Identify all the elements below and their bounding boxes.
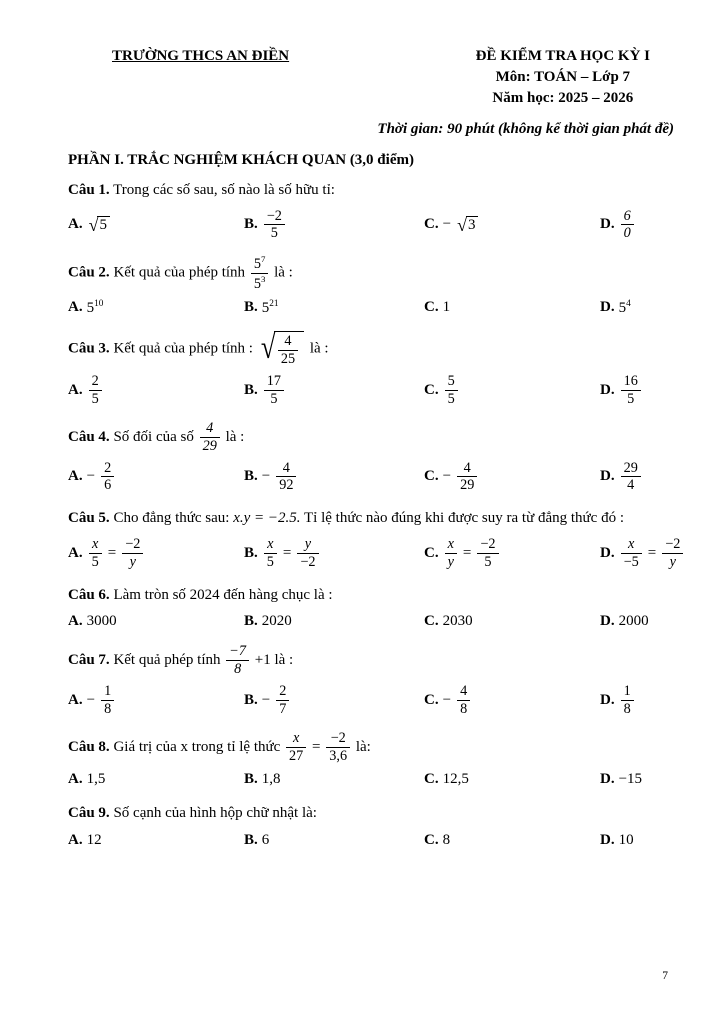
minus-sign: − — [86, 468, 96, 485]
option-label: B. — [244, 771, 258, 788]
fraction: $\frac{4}{29}$ — [457, 461, 477, 494]
option-c — [424, 216, 600, 234]
fraction: $\frac{4}{29}$ — [200, 421, 220, 454]
option-c — [424, 832, 600, 849]
question-text: Làm tròn số 2024 đến hàng chục là : — [113, 586, 333, 603]
fraction: $\frac{x}{y}$ — [445, 537, 457, 570]
fraction: $\frac{5}{5}$ — [445, 374, 458, 407]
question-8 — [68, 731, 674, 788]
equals-sign: = — [647, 544, 657, 561]
option-a — [68, 216, 244, 234]
option-a — [68, 537, 244, 570]
exam-header — [68, 46, 674, 109]
option-label: B. — [244, 831, 258, 848]
sqrt-sign: √ — [457, 214, 467, 235]
option-label: C. — [424, 299, 439, 316]
options-row — [68, 461, 674, 494]
minus-sign: − — [442, 468, 452, 485]
option-label: C. — [424, 831, 439, 848]
minus-sign: − — [442, 692, 452, 709]
fraction: $\frac{-7}{8}$ — [226, 644, 249, 677]
exam-duration: Thời gian: 90 phút (không kể thời gian phát đề) — [377, 121, 674, 137]
question-label: Câu 8. — [68, 739, 110, 756]
option-label: A. — [68, 544, 83, 561]
question-1 — [68, 179, 674, 241]
fraction: $\frac{2}{7}$ — [276, 684, 289, 717]
option-label: C. — [424, 468, 439, 485]
question-stem — [68, 421, 674, 454]
question-label: Câu 9. — [68, 805, 110, 822]
fraction: $\frac{4}{25}$ — [278, 334, 298, 367]
fraction: $\frac{-2}{5}$ — [477, 537, 498, 570]
option-d — [600, 613, 674, 630]
question-label: Câu 5. — [68, 510, 110, 527]
option-c — [424, 299, 600, 316]
option-label: A. — [68, 299, 83, 316]
fraction: $\frac{x}{5}$ — [89, 537, 102, 570]
question-label: Câu 7. — [68, 652, 110, 669]
radical — [259, 331, 304, 367]
equation-text: x.y = −2.5. — [233, 510, 301, 527]
option-label: A. — [68, 468, 83, 485]
question-label: Câu 3. — [68, 340, 110, 357]
options-row — [68, 771, 674, 788]
question-7 — [68, 644, 674, 717]
option-b — [244, 684, 424, 717]
power: $5^4$ — [618, 298, 631, 316]
option-d — [600, 299, 674, 317]
exam-title-block — [476, 46, 650, 109]
option-d — [600, 209, 674, 242]
exam-title: ĐỀ KIỂM TRA HỌC KỲ I — [475, 48, 650, 64]
option-c — [424, 461, 600, 494]
option-label: C. — [424, 692, 439, 709]
option-label: B. — [244, 381, 258, 398]
option-b — [244, 209, 424, 242]
option-a — [68, 374, 244, 407]
option-label: A. — [68, 381, 83, 398]
fraction: $\frac{y}{-2}$ — [297, 537, 318, 570]
question-6 — [68, 584, 674, 631]
question-stem — [68, 802, 674, 825]
fraction: $\frac{2}{5}$ — [89, 374, 102, 407]
option-label: D. — [600, 381, 615, 398]
question-text: +1 là : — [254, 652, 294, 669]
option-b — [244, 537, 424, 570]
question-stem — [68, 644, 674, 677]
question-stem — [68, 179, 674, 202]
question-label: Câu 6. — [68, 586, 110, 603]
fraction: $\frac{29}{4}$ — [621, 461, 641, 494]
fraction: $\frac{4}{92}$ — [276, 461, 296, 494]
fraction: $\frac{17}{5}$ — [264, 374, 284, 407]
option-label: D. — [600, 613, 615, 630]
option-c — [424, 771, 600, 788]
option-label: C. — [424, 771, 439, 788]
option-label: D. — [600, 299, 615, 316]
sqrt-sign: √ — [88, 214, 99, 235]
option-c — [424, 374, 600, 407]
option-c — [424, 537, 600, 570]
minus-sign: − — [261, 692, 271, 709]
question-text: Trong các số sau, số nào là số hữu tỉ: — [113, 182, 335, 198]
radical: √ 5 — [89, 216, 110, 234]
question-9 — [68, 802, 674, 849]
options-row — [68, 299, 674, 317]
page-number: 7 — [662, 970, 668, 982]
option-value: 6 — [261, 831, 270, 848]
question-2 — [68, 255, 674, 316]
question-5 — [68, 507, 681, 570]
fraction: $\frac{1}{8}$ — [101, 684, 114, 717]
option-d — [600, 684, 674, 717]
option-label: D. — [600, 692, 615, 709]
question-3 — [68, 331, 674, 407]
option-value: 12,5 — [442, 771, 469, 788]
equals-sign: = — [312, 739, 321, 756]
option-b — [244, 771, 424, 788]
equals-sign: = — [107, 544, 117, 561]
option-a — [68, 771, 244, 788]
option-b — [244, 613, 424, 630]
fraction: $\frac{16}{5}$ — [621, 374, 641, 407]
option-d — [600, 832, 674, 849]
option-value: 2020 — [261, 613, 292, 630]
question-text: là : — [225, 428, 245, 445]
option-a — [68, 684, 244, 717]
option-b — [244, 374, 424, 407]
question-text: Tỉ lệ thức nào đúng khi được suy ra từ đẳng thức đó : — [304, 510, 624, 527]
question-text: là : — [274, 265, 293, 282]
option-label: A. — [68, 831, 83, 848]
minus-sign: − — [442, 216, 452, 233]
option-c — [424, 613, 600, 630]
option-d — [600, 771, 674, 788]
option-b — [244, 832, 424, 849]
question-4 — [68, 421, 674, 494]
fraction: $\frac{-2}{5}$ — [264, 209, 285, 242]
option-a — [68, 461, 244, 494]
option-value: 1,5 — [86, 771, 106, 788]
option-value: −15 — [618, 771, 643, 788]
fraction: $\frac{2}{6}$ — [101, 461, 114, 494]
option-label: D. — [600, 771, 615, 788]
option-label: B. — [244, 613, 258, 630]
option-label: B. — [244, 468, 258, 485]
option-value: 2030 — [442, 613, 473, 630]
options-row — [68, 535, 681, 570]
option-label: B. — [244, 216, 258, 233]
option-d — [600, 374, 674, 407]
option-label: A. — [68, 613, 83, 630]
radical: √ 3 — [457, 216, 478, 234]
section-title: PHẦN I. TRẮC NGHIỆM KHÁCH QUAN (3,0 điểm) — [68, 152, 414, 168]
equals-sign: = — [282, 544, 292, 561]
option-label: B. — [244, 299, 258, 316]
option-a — [68, 832, 244, 849]
question-label: Câu 2. — [68, 265, 110, 282]
option-d — [600, 537, 685, 570]
option-value: 1 — [442, 299, 451, 316]
option-label: A. — [68, 692, 83, 709]
options-row — [68, 209, 674, 242]
option-value: 1,8 — [261, 771, 281, 788]
option-value: 10 — [618, 831, 634, 848]
option-value: 8 — [442, 831, 451, 848]
question-text: Số cạnh của hình hộp chữ nhật là: — [113, 805, 317, 822]
option-label: A. — [68, 216, 83, 233]
fraction: $\frac{6}{0}$ — [621, 209, 634, 242]
fraction: $\frac{4}{8}$ — [457, 684, 470, 717]
question-stem — [68, 507, 674, 530]
question-text: Giá trị của x trong tỉ lệ thức — [113, 739, 281, 756]
option-a — [68, 299, 244, 317]
exam-subject: Môn: TOÁN – Lớp 7 — [495, 69, 631, 85]
options-row — [68, 684, 674, 717]
option-label: D. — [600, 831, 615, 848]
option-value: 12 — [86, 831, 102, 848]
fraction: $\frac{x}{5}$ — [264, 537, 277, 570]
fraction: $\frac{-2}{y}$ — [122, 537, 143, 570]
option-label: B. — [244, 544, 258, 561]
option-label: D. — [600, 544, 615, 561]
option-label: C. — [424, 216, 439, 233]
fraction: $\frac{-2}{3,6}$ — [326, 731, 350, 764]
minus-sign: − — [261, 468, 271, 485]
question-label: Câu 4. — [68, 428, 110, 445]
question-label: Câu 1. — [68, 182, 110, 198]
exam-school-year: Năm học: 2025 – 2026 — [492, 90, 634, 106]
options-row — [68, 374, 674, 407]
fraction: $\frac{x}{-5}$ — [621, 537, 642, 570]
fraction: $\frac{x}{27}$ — [286, 731, 306, 764]
sqrt-sign: √ — [260, 330, 276, 367]
option-label: C. — [424, 613, 439, 630]
option-label: D. — [600, 216, 615, 233]
option-label: A. — [68, 771, 83, 788]
option-b — [244, 299, 424, 317]
question-stem — [68, 731, 674, 764]
option-label: C. — [424, 544, 439, 561]
fraction: $\frac{-2}{y}$ — [662, 537, 683, 570]
options-row — [68, 613, 674, 630]
question-text: là : — [309, 340, 329, 357]
question-stem — [68, 331, 674, 367]
fraction: $\frac{1}{8}$ — [621, 684, 634, 717]
equals-sign: = — [462, 544, 472, 561]
question-stem — [68, 255, 674, 291]
option-label: B. — [244, 692, 258, 709]
question-stem — [68, 584, 674, 607]
options-row — [68, 832, 674, 849]
question-text: Số đối của số — [113, 428, 194, 445]
option-d — [600, 461, 674, 494]
option-value: 3000 — [86, 613, 117, 630]
fraction: $\frac{5^7}{5^3}$ — [251, 255, 269, 291]
question-text: Kết quả của phép tính — [113, 265, 246, 282]
option-a — [68, 613, 244, 630]
option-label: D. — [600, 468, 615, 485]
option-label: C. — [424, 381, 439, 398]
question-text: Cho đẳng thức sau: — [113, 510, 230, 527]
minus-sign: − — [86, 692, 96, 709]
option-value: 2000 — [618, 613, 649, 630]
power: $5^{21}$ — [261, 298, 279, 316]
school-name: TRƯỜNG THCS AN ĐIỀN — [112, 48, 290, 64]
power: $5^{10}$ — [86, 298, 104, 316]
question-text: là: — [355, 739, 371, 756]
option-c — [424, 684, 600, 717]
option-b — [244, 461, 424, 494]
question-text: Kết quả của phép tính : — [113, 340, 253, 357]
question-text: Kết quả phép tính — [113, 652, 221, 669]
